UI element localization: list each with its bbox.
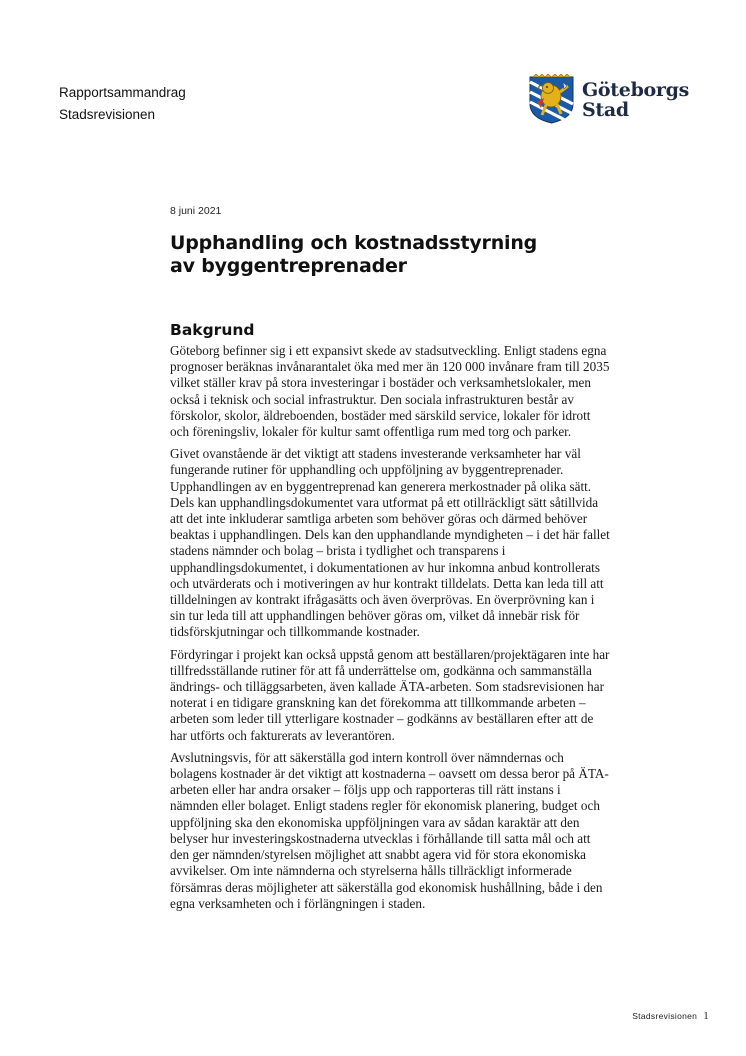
title-line-1: Upphandling och kostnadsstyrning <box>170 232 538 254</box>
logo-wordmark <box>582 80 689 120</box>
organization-label: Stadsrevisionen <box>59 107 156 122</box>
page-title <box>170 232 650 278</box>
document-date: 8 juni 2021 <box>170 205 222 217</box>
logo-wordmark-line2: Stad <box>582 99 629 121</box>
page-footer <box>632 1010 709 1022</box>
section-heading: Bakgrund <box>170 321 255 339</box>
body-paragraph-2: Givet ovanstående är det viktigt att stadens investerande verksamheter har väl fungerande rutiner för upphandling och uppföljning av byggentreprenader. Upphandlingen av en byggentreprenad kan generera merkostnader på olika sätt. Dels kan upphandlingsdokumentet vara utformat på ett otillräckligt sätt såtillvida att det inte inkluderar samtliga arbeten som behöver göras och därmed behöver beaktas i upphandlingen. Dels kan den upphandlande myndigheten – i det här fallet stadens nämnder och bolag – brista i tydlighet och transparens i upphandlingsdokumentet, i dokumentationen av hur inkomna anbud kontrollerats och utvärderats och i motiveringen av hur kontrakt tilldelats. Detta kan leda till att tilldelningen av kontrakt ifrågasätts och även överprövas. En överprövning kan i sin tur leda till att upphandlingen behöver göras om, vilket då innebär risk för tidsförskjutningar och tillkommande kostnader. <box>170 446 610 640</box>
footer-label: Stadsrevisionen <box>632 1011 698 1021</box>
goteborgs-stad-logo <box>527 74 690 128</box>
body-paragraph-1: Göteborg befinner sig i ett expansivt skede av stadsutveckling. Enligt stadens egna prognoser beräknas invånarantalet öka med mer än 120 000 invånare fram till 2035 vilket ställer krav på stora investeringar i bostäder och verksamhetslokaler, men också i teknisk och social infrastruktur. Den sociala infrastrukturen består av förskolor, skolor, äldreboenden, bostäder med särskild service, lokaler för idrott och föreningsliv, lokaler för kultur samt offentliga rum med torg och parker. <box>170 343 610 440</box>
report-type-label: Rapportsammandrag <box>59 85 186 100</box>
page-number: 1 <box>703 1010 709 1022</box>
body-paragraph-3: Fördyringar i projekt kan också uppstå genom att beställaren/projektägaren inte har tillfredsställande rutiner för att få underrättelse om, godkänna och sammanställa ändrings- och tilläggsarbeten, även kallade ÄTA-arbeten. Som stadsrevisionen har noterat i en tidigare granskning kan det förekomma att tillkommande arbeten – arbeten som leder till ytterligare kostnader – godkänns av beställaren efter att de har utförts och fakturerats av leverantören. <box>170 646 610 743</box>
document-body <box>170 320 610 918</box>
logo-wordmark-line1: Göteborgs <box>582 79 690 101</box>
goteborg-coat-of-arms-icon <box>527 74 576 124</box>
report-header <box>59 82 186 126</box>
title-line-2: av byggentreprenader <box>170 255 407 277</box>
body-paragraph-4: Avslutningsvis, för att säkerställa god intern kontroll över nämndernas och bolagens kostnader är det viktigt att kostnaderna – oavsett om dessa beror på ÄTA-arbeten eller har andra orsaker – följs upp och rapporteras till rätt instans i nämnden eller bolaget. Enligt stadens regler för ekonomisk planering, budget och uppföljning ska den ekonomiska uppföljningen vara av sådan karaktär att den belyser hur investeringskostnaderna utvecklas i förhållande till satta mål och att den ger nämnden/styrelsen möjlighet att snabbt agera vid för stora ekonomiska avvikelser. Om inte nämnderna och styrelserna hålls tillräckligt informerade försämras deras möjligheter att säkerställa god ekonomisk hushållning, både i den egna verksamheten och i förlängningen i staden. <box>170 749 609 911</box>
